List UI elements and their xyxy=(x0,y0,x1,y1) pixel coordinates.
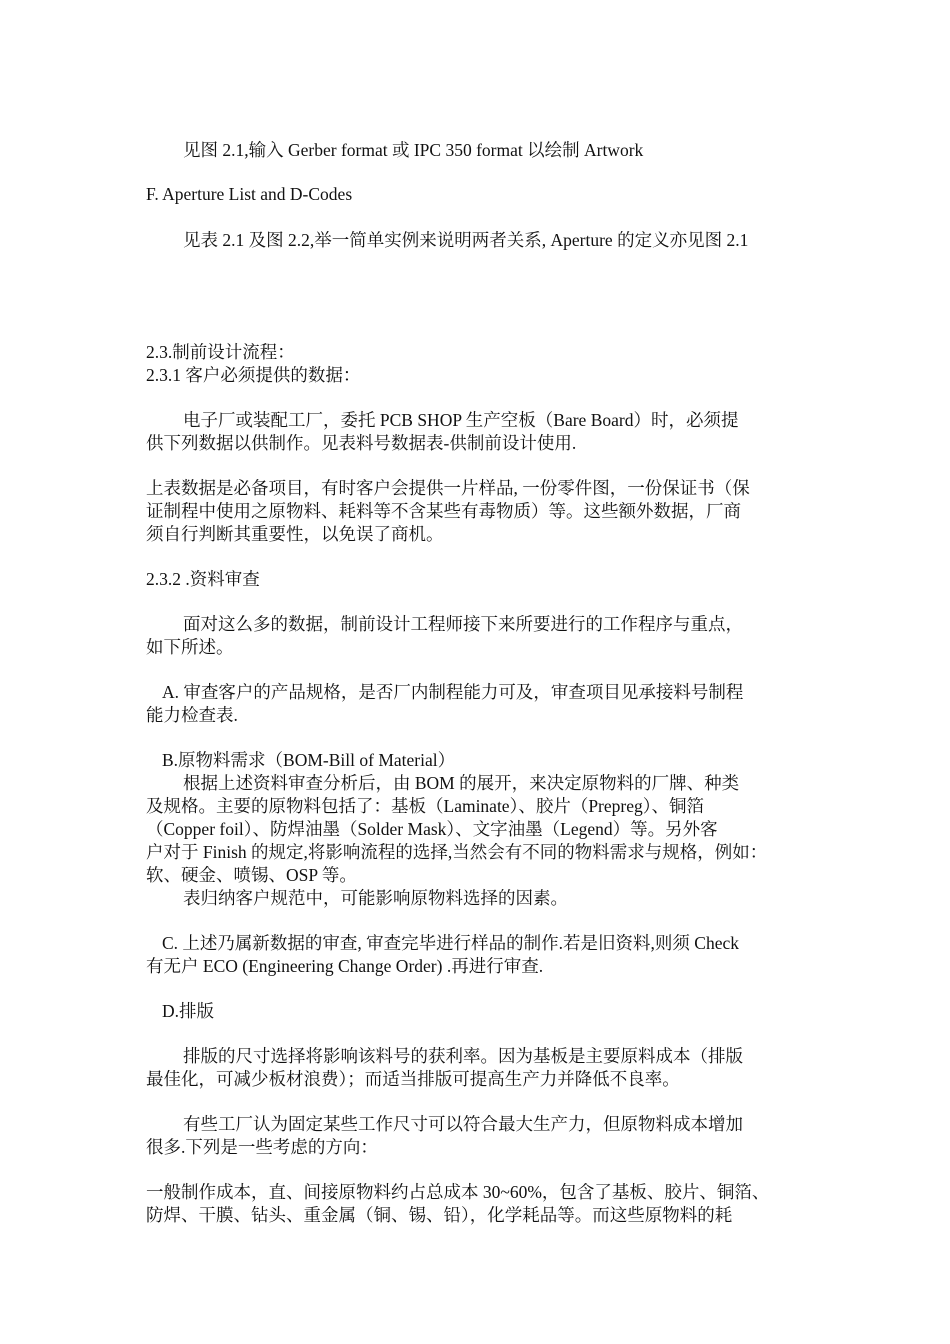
paragraph-line: 很多.下列是一些考虑的方向： xyxy=(146,1137,378,1157)
list-item-line: 有无户 ECO (Engineering Change Order) .再进行审查. xyxy=(146,956,544,976)
list-item-line: B.原物料需求（BOM-Bill of Material） xyxy=(162,750,456,770)
list-item-line: 能力检查表. xyxy=(146,705,238,725)
list-item-line: C. 上述乃属新数据的审查, 审查完毕进行样品的制作.若是旧资料,则须 Check xyxy=(162,933,740,953)
section-heading: 2.3.制前设计流程： xyxy=(146,342,295,362)
paragraph-line: 最佳化，可减少板材浪费）；而适当排版可提高生产力并降低不良率。 xyxy=(146,1069,680,1089)
paragraph-line: （Copper foil）、防焊油墨（Solder Mask）、文字油墨（Legend）等。另外客 xyxy=(146,819,718,839)
paragraph-line: 供下列数据以供制作。见表料号数据表-供制前设计使用. xyxy=(146,433,577,453)
paragraph-line: 面对这么多的数据，制前设计工程师接下来所要进行的工作程序与重点， xyxy=(183,614,743,634)
paragraph-line: 电子厂或装配工厂，委托 PCB SHOP 生产空板（Bare Board）时，必须提 xyxy=(183,410,739,430)
paragraph-line: 一般制作成本，直、间接原物料约占总成本 30~60%，包含了基板、胶片、铜箔、 xyxy=(146,1182,770,1202)
paragraph-line: 见表 2.1 及图 2.2,举一简单实例来说明两者关系, Aperture 的定义亦见图 2.1 xyxy=(183,230,749,250)
paragraph-line: 防焊、干膜、钻头、重金属（铜、锡、铅），化学耗品等。而这些原物料的耗 xyxy=(146,1205,733,1225)
paragraph-line: 户对于 Finish 的规定,将影响流程的选择,当然会有不同的物料需求与规格，例如： xyxy=(146,842,768,862)
paragraph-line: 排版的尺寸选择将影响该料号的获利率。因为基板是主要原料成本（排版 xyxy=(183,1046,743,1066)
section-heading: 2.3.1 客户必须提供的数据： xyxy=(146,365,361,385)
paragraph-line: 及规格。主要的原物料包括了：基板（Laminate）、胶片（Prepreg）、铜箔 xyxy=(146,796,704,816)
paragraph-line: 证制程中使用之原物料、耗料等不含某些有毒物质）等。这些额外数据，厂商 xyxy=(146,501,741,521)
list-item-line: D.排版 xyxy=(162,1001,215,1021)
list-item-line: A. 审查客户的产品规格，是否厂内制程能力可及，审查项目见承接料号制程 xyxy=(162,682,744,702)
section-heading: F. Aperture List and D-Codes xyxy=(146,184,353,204)
paragraph-line: 表归纳客户规范中，可能影响原物料选择的因素。 xyxy=(183,888,568,908)
paragraph-line: 软、硬金、喷锡、OSP 等。 xyxy=(146,865,357,885)
section-heading: 2.3.2 .资料审查 xyxy=(146,569,260,589)
paragraph-line: 须自行判断其重要性，以免误了商机。 xyxy=(146,524,444,544)
paragraph-line: 根据上述资料审查分析后，由 BOM 的展开，来决定原物料的厂牌、种类 xyxy=(183,773,740,793)
paragraph-line: 见图 2.1,输入 Gerber format 或 IPC 350 format 以绘制 Artwork xyxy=(183,140,644,160)
paragraph-line: 如下所述。 xyxy=(146,637,234,657)
paragraph-line: 上表数据是必备项目，有时客户会提供一片样品, 一份零件图，一份保证书（保 xyxy=(146,478,750,498)
paragraph-line: 有些工厂认为固定某些工作尺寸可以符合最大生产力，但原物料成本增加 xyxy=(183,1114,743,1134)
